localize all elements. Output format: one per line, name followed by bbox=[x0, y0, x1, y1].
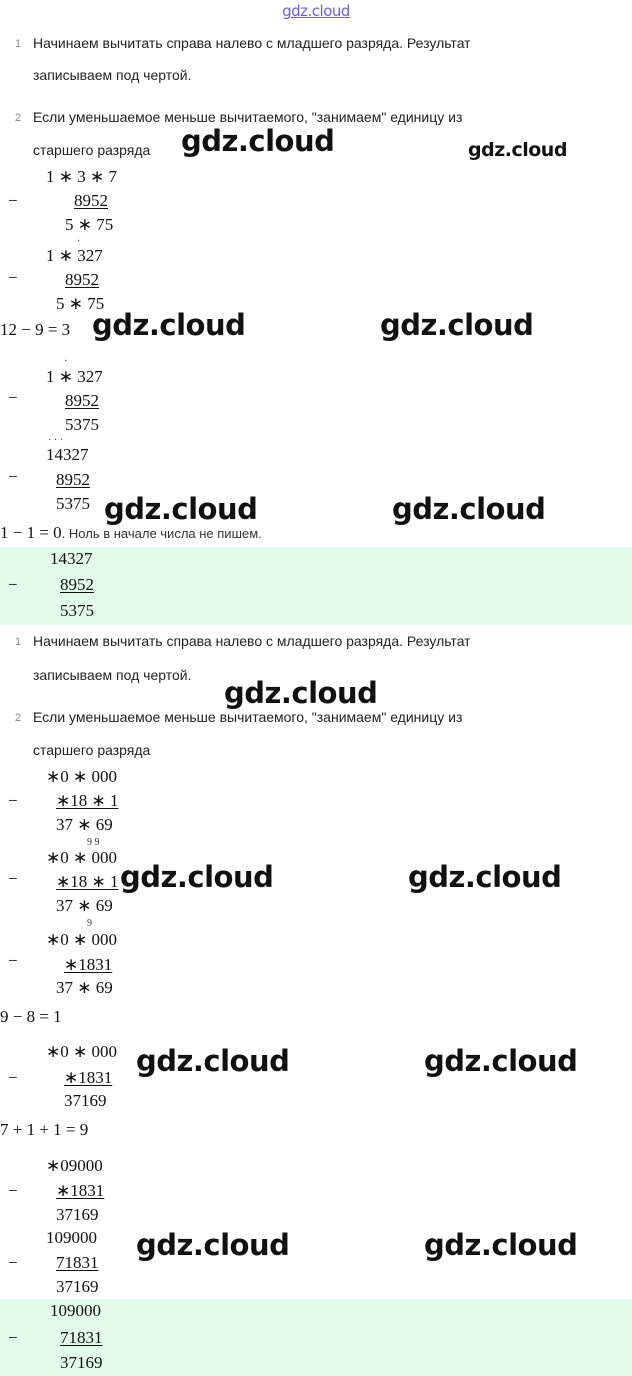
final-answer-panel bbox=[0, 547, 632, 625]
watermark: gdz.cloud bbox=[380, 308, 534, 342]
minus-sign: − bbox=[8, 1181, 18, 1200]
final-minuend: 109000 bbox=[50, 1301, 101, 1320]
subtrahend: 71831 bbox=[56, 1253, 99, 1272]
minus-sign: − bbox=[8, 575, 18, 594]
minuend: ∗0 ∗ 000 bbox=[46, 767, 117, 786]
equation: 9 − 8 = 1 bbox=[0, 1007, 62, 1026]
subtrahend: ∗18 ∗ 1 bbox=[56, 791, 119, 810]
watermark: gdz.cloud bbox=[136, 1044, 290, 1078]
watermark: gdz.cloud bbox=[136, 1228, 290, 1262]
minus-sign: − bbox=[8, 467, 18, 486]
minuend: 1 ∗ 3 ∗ 7 bbox=[46, 167, 117, 186]
subtrahend: 8952 bbox=[56, 470, 90, 489]
step-text: Если уменьшаемое меньше вычитаемого, "занимаем" единицу из bbox=[33, 709, 463, 725]
step-text: Начинаем вычитать справа налево с младшего разряда. Результат bbox=[33, 35, 471, 51]
final-subtrahend: 8952 bbox=[60, 575, 94, 594]
minuend: ∗0 ∗ 000 bbox=[46, 930, 117, 949]
watermark: gdz.cloud bbox=[468, 139, 567, 161]
watermark: gdz.cloud bbox=[181, 124, 335, 158]
subtrahend: ∗18 ∗ 1 bbox=[56, 872, 119, 891]
equation: 12 − 9 = 3 bbox=[0, 320, 71, 339]
minus-sign: − bbox=[8, 191, 18, 210]
equation: 7 + 1 + 1 = 9 bbox=[0, 1120, 89, 1139]
minus-sign: − bbox=[8, 1253, 18, 1272]
step-number: 1 bbox=[15, 636, 22, 648]
step-number: 2 bbox=[15, 112, 22, 124]
difference: 37169 bbox=[56, 1277, 99, 1296]
step-text: Если уменьшаемое меньше вычитаемого, "занимаем" единицу из bbox=[33, 109, 463, 125]
step-text-cont: записываем под чертой. bbox=[33, 667, 192, 683]
minus-sign: − bbox=[8, 951, 18, 970]
watermark: gdz.cloud bbox=[224, 676, 378, 710]
difference: 37169 bbox=[56, 1205, 99, 1224]
difference: 5 ∗ 75 bbox=[56, 294, 105, 313]
subtrahend: 8952 bbox=[65, 391, 99, 410]
step-text: Начинаем вычитать справа налево с младшего разряда. Результат bbox=[33, 633, 471, 649]
difference: 37 ∗ 69 bbox=[56, 978, 113, 997]
final-minuend: 14327 bbox=[50, 549, 93, 568]
minuend: 14327 bbox=[46, 445, 89, 464]
minuend: ∗0 ∗ 000 bbox=[46, 1042, 117, 1061]
difference: 37 ∗ 69 bbox=[56, 815, 113, 834]
subtrahend: 8952 bbox=[74, 191, 108, 210]
equation bbox=[0, 523, 262, 543]
minuend: 109000 bbox=[46, 1228, 97, 1247]
borrow-dot: · bbox=[77, 236, 81, 247]
final-difference: 5375 bbox=[60, 601, 94, 620]
subtrahend: ∗1831 bbox=[64, 1068, 113, 1087]
minuend: ∗09000 bbox=[46, 1156, 103, 1175]
step-text-cont: старшего разряда bbox=[33, 742, 151, 758]
step-number: 1 bbox=[15, 38, 22, 50]
equation-expr: 1 − 1 = 0 bbox=[0, 523, 62, 542]
step-text-cont: старшего разряда bbox=[33, 142, 151, 158]
subtrahend: ∗1831 bbox=[56, 1181, 105, 1200]
step-text-cont: записываем под чертой. bbox=[33, 67, 192, 83]
minus-sign: − bbox=[8, 869, 18, 888]
equation-note: . Ноль в начале числа не пишем. bbox=[61, 526, 262, 541]
minus-sign: − bbox=[8, 791, 18, 810]
watermark: gdz.cloud bbox=[92, 308, 246, 342]
watermark: gdz.cloud bbox=[104, 492, 258, 526]
minuend: ∗0 ∗ 000 bbox=[46, 848, 117, 867]
subtrahend: 8952 bbox=[65, 270, 99, 289]
subtrahend: ∗1831 bbox=[64, 955, 113, 974]
minus-sign: − bbox=[8, 268, 18, 287]
watermark: gdz.cloud bbox=[392, 492, 546, 526]
difference: 5375 bbox=[56, 494, 90, 513]
borrow-dots: · · · bbox=[48, 435, 63, 446]
final-subtrahend: 71831 bbox=[60, 1328, 103, 1347]
watermark: gdz.cloud bbox=[424, 1044, 578, 1078]
borrow-digits: 9 9 bbox=[87, 837, 100, 848]
difference: 37169 bbox=[64, 1091, 107, 1110]
watermark: gdz.cloud bbox=[408, 860, 562, 894]
minuend: 1 ∗ 327 bbox=[46, 367, 103, 386]
minus-sign: − bbox=[8, 1068, 18, 1087]
difference: 5375 bbox=[65, 415, 99, 434]
borrow-dot: · bbox=[64, 356, 68, 367]
site-logo[interactable]: gdz.cloud bbox=[282, 2, 350, 20]
minus-sign: − bbox=[8, 1328, 18, 1347]
minuend: 1 ∗ 327 bbox=[46, 246, 103, 265]
borrow-digit: 9 bbox=[87, 918, 92, 929]
difference: 5 ∗ 75 bbox=[65, 215, 114, 234]
minus-sign: − bbox=[8, 388, 18, 407]
difference: 37 ∗ 69 bbox=[56, 896, 113, 915]
step-number: 2 bbox=[15, 712, 22, 724]
watermark: gdz.cloud bbox=[120, 860, 274, 894]
watermark: gdz.cloud bbox=[424, 1228, 578, 1262]
final-difference: 37169 bbox=[60, 1353, 103, 1372]
